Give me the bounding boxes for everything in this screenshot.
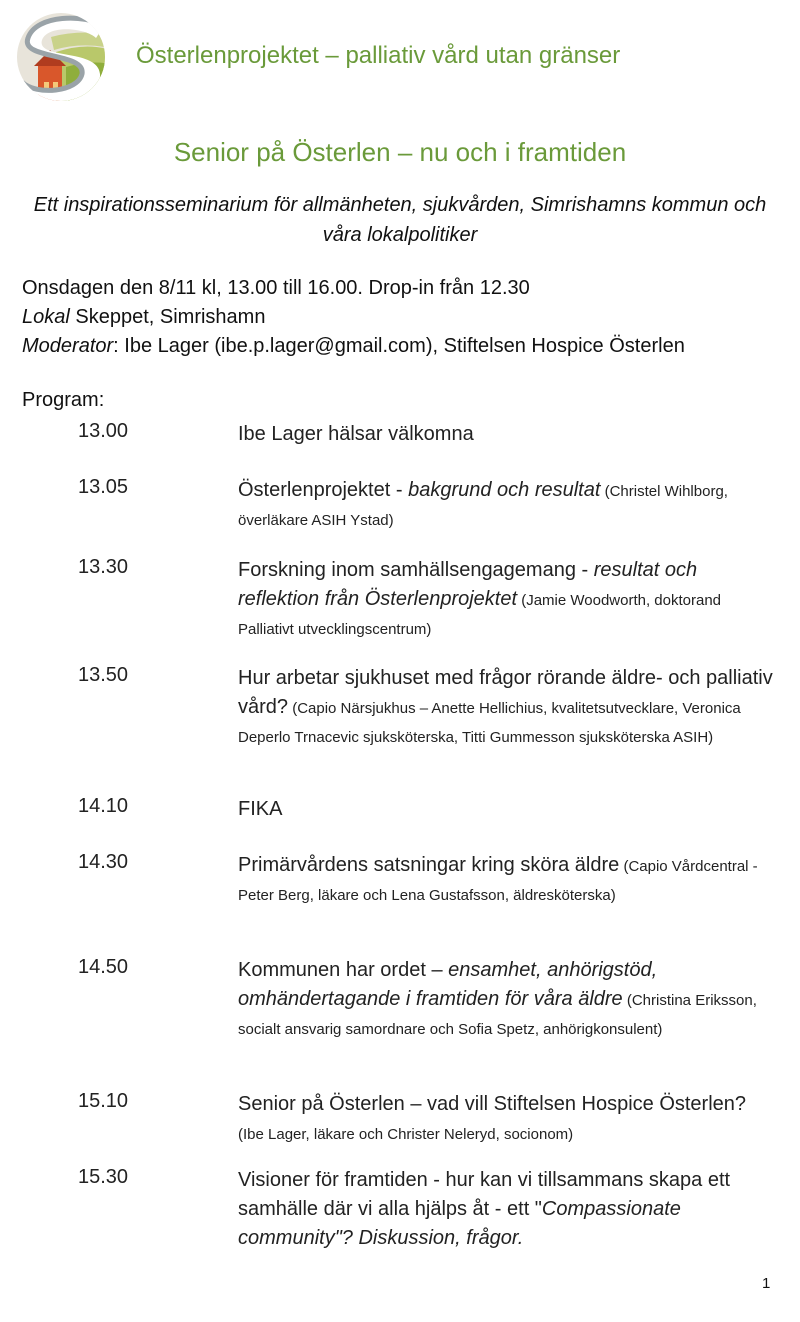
page-title: Senior på Österlen – nu och i framtiden [173,137,627,167]
program-description: FIKA [238,798,283,820]
program-description: Forskning inom samhällsengagemang - resultat och reflektion från Österlenprojektet (Jamie Woodworth, doktorand Palliativt utvecklingscentrum) [238,559,722,638]
program-description: Primärvårdens satsningar kring sköra äldre (Capio Vårdcentral - Peter Berg, läkare och Lena Gustafsson, äldresköterska) [238,854,758,904]
program-time: 15.30 [78,1166,129,1188]
program-description: Österlenprojektet - bakgrund och resultat (Christel Wihlborg, överläkare ASIH Ystad) [238,479,728,529]
program-time: 13.00 [78,420,129,442]
page-number: 1 [762,1275,771,1292]
program-time: 15.10 [78,1090,129,1112]
program-description: Kommunen har ordet – ensamhet, anhörigstöd, omhändertagande i framtiden för våra äldre (Christina Eriksson, socialt ansvarig samordnare och Sofia Spetz, anhörigkonsulent) [238,959,757,1038]
program-description: Hur arbetar sjukhuset med frågor rörande äldre- och palliativ vård? (Capio Närsjukhus – Anette Hellichius, kvalitetsutvecklare, Veronica Deperlo Trnacevic sjuksköterska, Titti Gummesson sjuksköterska ASIH) [238,667,773,746]
program-label: Program: [22,389,105,411]
program-time: 14.30 [78,851,129,873]
program-description: Visioner för framtiden - hur kan vi tillsammans skapa ett samhälle där vi alla hjälps åt - ett "Compassionate community"? Diskussion, frågor. [238,1169,731,1249]
moderator-value: : Ibe Lager (ibe.p.lager@gmail.com), Stiftelsen Hospice Österlen [113,335,685,357]
page-subtitle: Ett inspirationsseminarium för allmänheten, sjukvården, Simrishamns kommun och våra lokalpolitiker [33,194,767,246]
program-time: 14.10 [78,795,129,817]
location-label: Lokal [22,306,70,328]
event-info [22,274,685,361]
program-time: 13.50 [78,664,129,686]
event-moderator-line [22,332,685,361]
program-description: Senior på Österlen – vad vill Stiftelsen Hospice Österlen? (Ibe Lager, läkare och Christer Neleryd, socionom) [238,1093,747,1143]
date-value: 8/11 kl, 13.00 till 16.00. Drop-in från 12.30 [158,277,530,299]
osterlen-logo-icon [16,12,110,102]
program-time: 13.30 [78,556,129,578]
program-description: Ibe Lager hälsar välkomna [238,423,474,445]
location-value: Skeppet, Simrishamn [75,306,266,328]
program-time: 14.50 [78,956,129,978]
header-title: Österlenprojektet – palliativ vård utan gränser [136,42,621,69]
date-prefix: Onsdagen den [22,277,159,299]
event-location-line [22,303,685,332]
moderator-label: Moderator [22,335,114,357]
program-time: 13.05 [78,476,129,498]
page-header [16,12,786,104]
event-date-line [22,274,685,303]
